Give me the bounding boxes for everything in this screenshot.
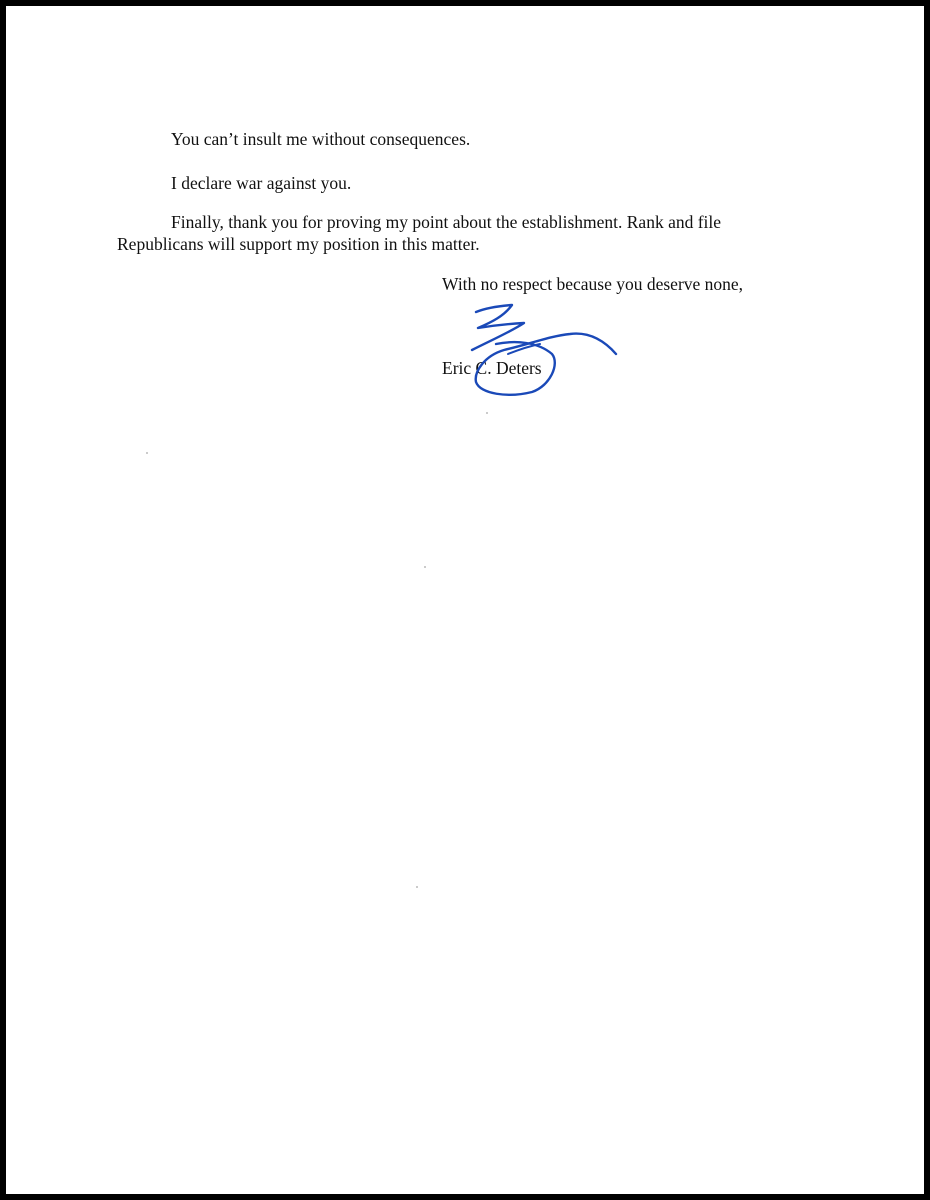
paragraph-establishment-line-2: Republicans will support my position in this matter.: [117, 234, 480, 254]
closing-line: With no respect because you deserve none,: [442, 274, 744, 294]
scan-speck: [416, 886, 418, 888]
letter-page: [6, 6, 924, 1194]
handwritten-signature: [446, 298, 626, 398]
paragraph-establishment-line-1: Finally, thank you for proving my point about the establishment. Rank and file: [171, 212, 722, 232]
paragraph-declare-war: I declare war against you.: [171, 173, 352, 193]
scan-speck: [486, 412, 488, 414]
signer-name: Eric C. Deters: [442, 358, 542, 378]
signature-stroke-tail: [508, 344, 540, 354]
paragraph-consequences: You can’t insult me without consequences.: [171, 129, 471, 149]
scan-speck: [146, 452, 148, 454]
scan-speck: [424, 566, 426, 568]
signature-stroke-upper: [472, 305, 524, 350]
